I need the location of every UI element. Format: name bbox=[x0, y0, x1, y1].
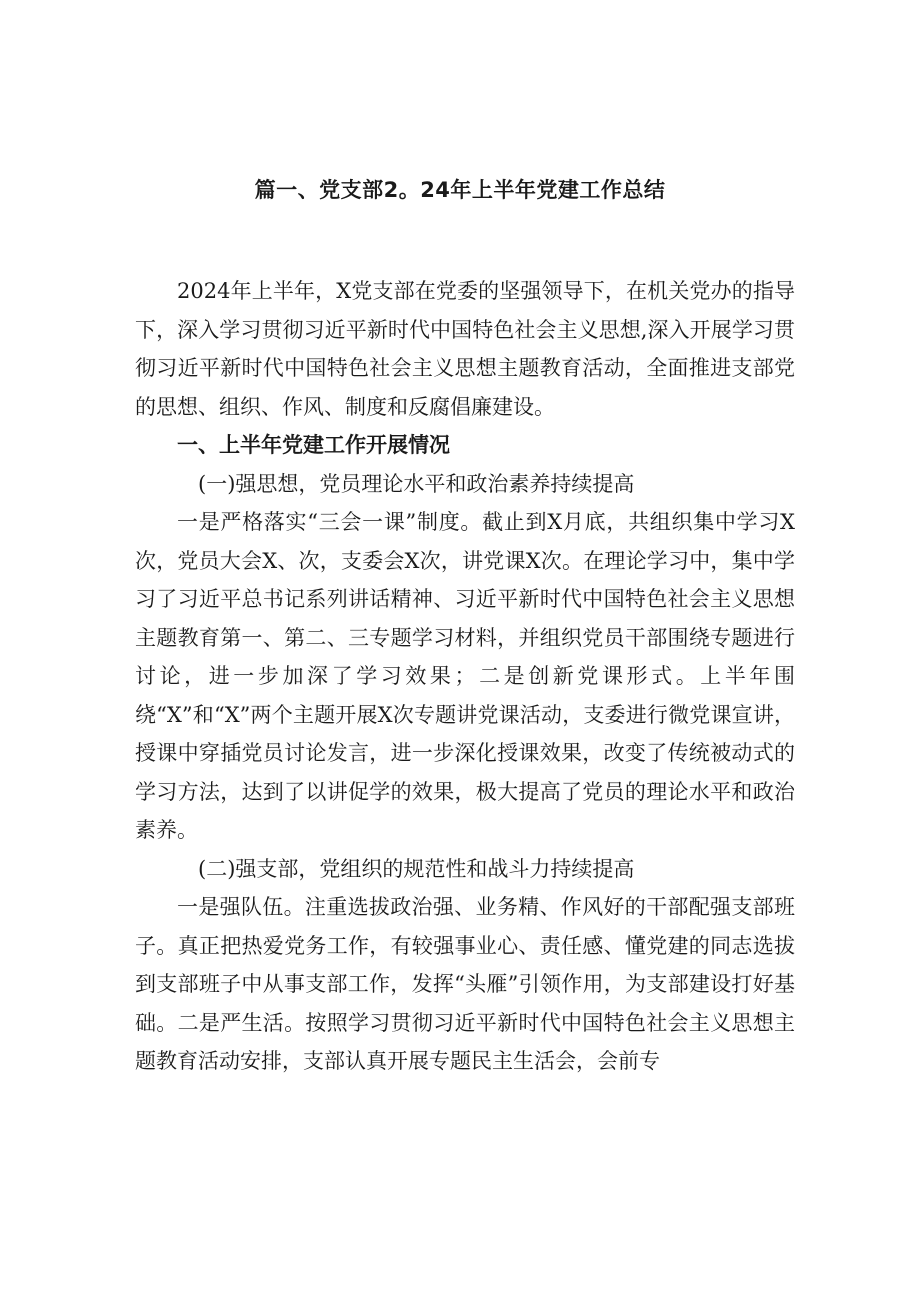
section-heading: 一、上半年党建工作开展情况 bbox=[177, 433, 450, 457]
subsection-heading: (二)强支部，党组织的规范性和战斗力持续提高 bbox=[198, 856, 635, 881]
intro-paragraph: 2024年上半年，X党支部在党委的坚强领导下，在机关党办的指导下，深入学习贯彻习近平新时代中国特色社会主义思想,深入开展学习贯彻习近平新时代中国特色社会主义思想主题教育活动，全面推进支部党的思想、组织、作风、制度和反腐倡廉建设。 bbox=[135, 279, 795, 419]
body-paragraph: 一是强队伍。注重选拔政治强、业务精、作风好的干部配强支部班子。真正把热爱党务工作，有较强事业心、责任感、懂党建的同志选拔到支部班子中从事支部工作，发挥“头雁”引领作用，为支部建设打好基础。二是严生活。按照学习贯彻习近平新时代中国特色社会主义思想主题教育活动安排，支部认真开展专题民主生活会，会前专 bbox=[135, 895, 795, 1073]
subsection-heading: (一)强思想，党员理论水平和政治素养持续提高 bbox=[198, 471, 635, 496]
body-paragraph: 一是严格落实“三会一课”制度。截止到X月底，共组织集中学习X次，党员大会X、次，支委会X次，讲党课X次。在理论学习中，集中学习了习近平总书记系列讲话精神、习近平新时代中国特色社会主义思想主题教育第一、第二、三专题学习材料，并组织党员干部围绕专题进行讨论，进一步加深了学习效果；二是创新党课形式。上半年围绕“X”和“X”两个主题开展X次专题讲党课活动，支委进行微党课宣讲，授课中穿插党员讨论发言，进一步深化授课效果，改变了传统被动式的学习方法，达到了以讲促学的效果，极大提高了党员的理论水平和政治素养。 bbox=[135, 510, 795, 842]
document-title: 篇一、党支部2。24年上半年党建工作总结 bbox=[254, 178, 666, 202]
document-body bbox=[135, 272, 795, 1081]
